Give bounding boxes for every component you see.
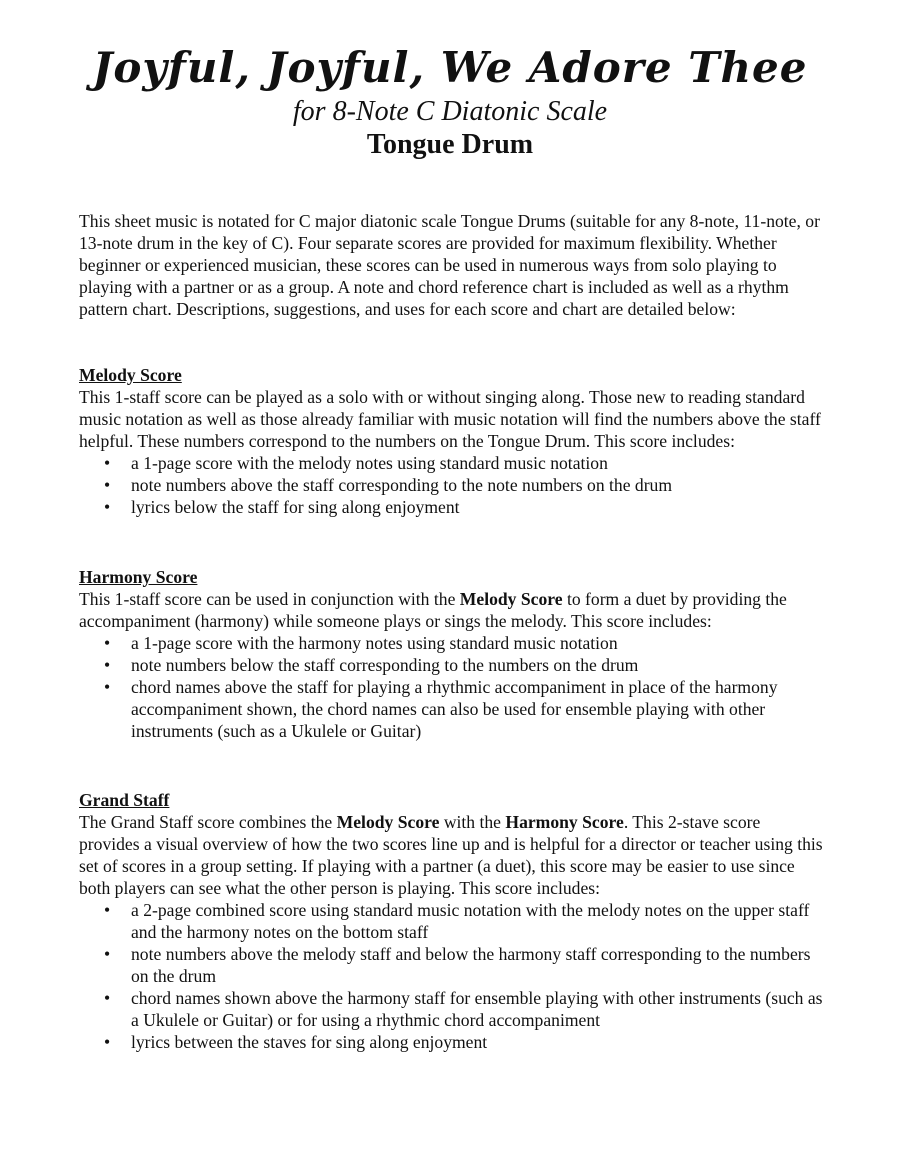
list-item: • chord names above the staff for playing a rhythmic accompaniment in place of the harmony accompaniment shown, the chord names can also be used for ensemble playing with other instruments (such as a Ukulele or Guitar)	[79, 676, 824, 742]
harmony-text-part: to form a duet by providing the accompaniment (harmony) while someone plays or sings the melody. This score includes:	[79, 589, 787, 631]
list-item: • a 1-page score with the melody notes using standard music notation	[79, 452, 824, 474]
list-item: • note numbers above the melody staff and below the harmony staff corresponding to the numbers on the drum	[79, 943, 824, 987]
melody-paragraph: This 1-staff score can be played as a solo with or without singing along. Those new to reading standard music notation as well as those already familiar with music notation will find the numbers above the staff helpful. These numbers correspond to the numbers on the Tongue Drum. This score includes:	[79, 387, 821, 451]
grand-text-part: . This 2-stave score provides a visual overview of how the two scores line up and is helpful for a director or teacher using this set of scores in a group setting. If playing with a partner (a duet), this score may be easier to use since both players can see what the other person is playing. This score includes:	[79, 812, 823, 898]
harmony-text-part: This 1-staff score can be used in conjunction with the	[79, 589, 460, 609]
list-item: • a 2-page combined score using standard music notation with the melody notes on the upper staff and the harmony notes on the bottom staff	[79, 899, 824, 943]
page-subtitle: for 8-Note C Diatonic Scale	[292, 96, 608, 127]
page-title: Joyful, Joyful, We Adore Thee	[92, 43, 808, 92]
harmony-section	[79, 566, 824, 742]
grand-text-part: with the	[439, 812, 506, 832]
list-item: • lyrics below the staff for sing along enjoyment	[79, 496, 824, 518]
melody-heading: Melody Score	[79, 365, 182, 385]
harmony-bullet-list	[79, 632, 824, 742]
harmony-bold-term: Melody Score	[459, 589, 563, 609]
melody-section	[79, 364, 824, 518]
grand-staff-paragraph	[79, 811, 824, 899]
intro-paragraph: This sheet music is notated for C major diatonic scale Tongue Drums (suitable for any 8-note, 11-note, or 13-note drum in the key of C). Four separate scores are provided for maximum flexibility. Whether beginner or experienced musician, these scores can be used in numerous ways from solo playing to playing with a partner or as a group. A note and chord reference chart is included as well as a rhythm pattern chart. Descriptions, suggestions, and uses for each score and chart are detailed below:	[79, 211, 820, 319]
grand-bold-term: Harmony Score	[505, 812, 624, 832]
instrument-heading: Tongue Drum	[366, 129, 534, 160]
list-item: • note numbers below the staff corresponding to the numbers on the drum	[79, 654, 824, 676]
melody-bullet-list	[79, 452, 824, 518]
list-item: • note numbers above the staff corresponding to the note numbers on the drum	[79, 474, 824, 496]
list-item: • chord names shown above the harmony staff for ensemble playing with other instruments (such as a Ukulele or Guitar) or for using a rhythmic chord accompaniment	[79, 987, 824, 1031]
grand-staff-section	[79, 789, 824, 1053]
list-item: • lyrics between the staves for sing along enjoyment	[79, 1031, 824, 1053]
harmony-paragraph	[79, 588, 824, 632]
grand-bold-term: Melody Score	[336, 812, 440, 832]
grand-staff-heading: Grand Staff	[79, 790, 170, 810]
grand-text-part: The Grand Staff score combines the	[79, 812, 337, 832]
harmony-heading: Harmony Score	[79, 567, 198, 587]
list-item: • a 1-page score with the harmony notes using standard music notation	[79, 632, 824, 654]
grand-staff-bullet-list	[79, 899, 824, 1053]
